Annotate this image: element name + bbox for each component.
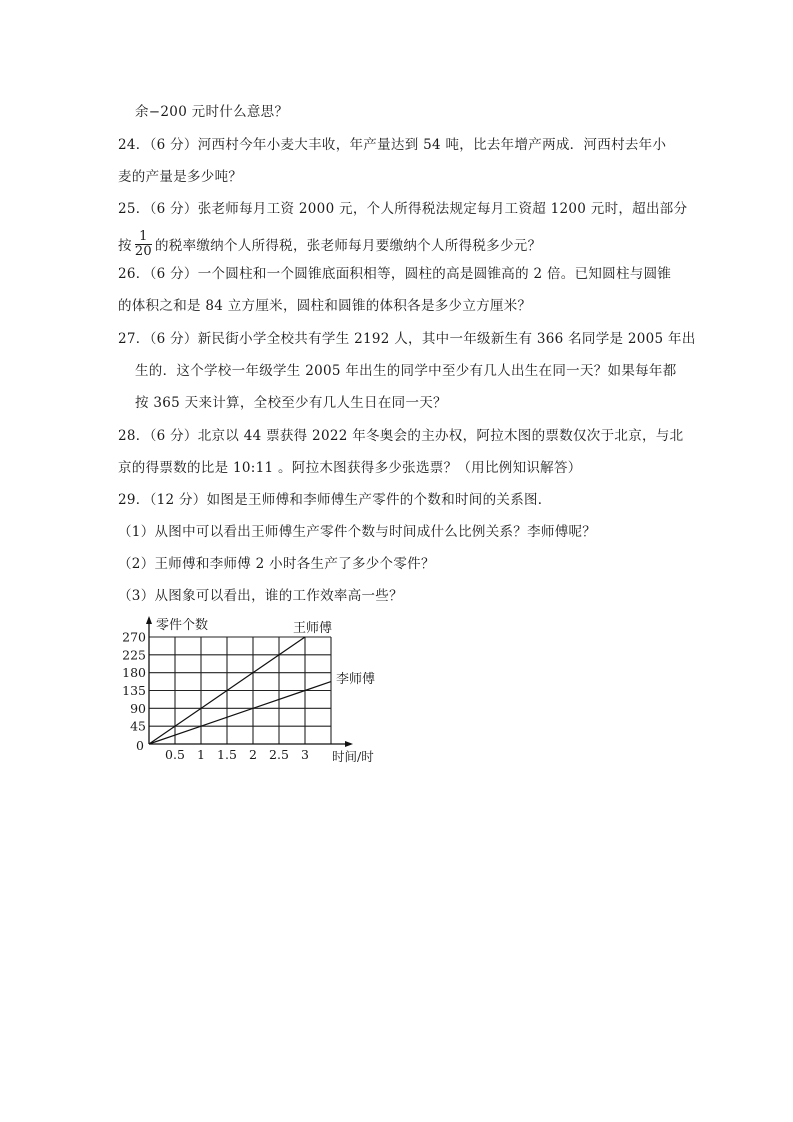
y-axis-arrow-icon (146, 616, 152, 624)
y-tick-label: 45 (130, 718, 146, 734)
x-tick-label: 1.5 (217, 747, 237, 762)
y-tick-label: 180 (122, 665, 146, 681)
fraction-denominator: 20 (134, 244, 152, 259)
x-axis-title: 时间/时 (332, 749, 374, 764)
text-line-q25-l1: 25．（6 分）张老师每月工资 2000 元，个人所得税法规定每月工资超 1200 元时，超出部分 (118, 201, 688, 217)
y-tick-label: 135 (122, 683, 146, 698)
y-axis-title: 零件个数 (156, 618, 209, 633)
x-tick-label: 0.5 (165, 747, 185, 762)
text-line-q27-l1: 27．（6 分）新民街小学全校共有学生 2192 人，其中一年级新生有 366 名同学是 2005 年出 (118, 331, 696, 347)
text-line-q26-l2: 的体积之和是 84 立方厘米，圆柱和圆锥的体积各是多少立方厘米？ (118, 298, 532, 314)
production-chart (108, 610, 398, 770)
y-tick-label: 225 (122, 647, 146, 663)
text-line-q28-l2: 京的得票数的比是 10:11 。阿拉木图获得多少张选票？（用比例知识解答） (118, 460, 582, 476)
text-line-q28-l1: 28．（6 分）北京以 44 票获得 2022 年冬奥会的主办权，阿拉木图的票数仅次于北京，与北 (118, 428, 684, 444)
text-line-q27-l2: 生的．这个学校一年级学生 2005 年出生的同学中至少有几人出生在同一天？如果每年都 (135, 363, 677, 379)
origin-label: 0 (136, 738, 144, 753)
text-line-q24-l2: 麦的产量是多少吨？ (118, 169, 243, 185)
text-line-q29-l1: 29．（12 分）如图是王师傅和李师傅生产零件的个数和时间的关系图． (118, 492, 552, 508)
text-line-q29-s2: （2）王师傅和李师傅 2 小时各生产了多少个零件？ (118, 556, 435, 572)
text-line-q26-l1: 26．（6 分）一个圆柱和一个圆锥底面积相等，圆柱的高是圆锥高的 2 倍。已知圆柱与圆锥 (118, 266, 672, 282)
series-label-li: 李师傅 (336, 672, 376, 687)
text-line-q29-s1: （1）从图中可以看出王师傅生产零件个数与时间成什么比例关系？李师傅呢？ (118, 524, 597, 540)
text-line-q29-s3: （3）从图象可以看出，谁的工作效率高一些？ (118, 588, 403, 604)
tax-rate-fraction (135, 230, 152, 259)
y-tick-label: 270 (122, 629, 146, 645)
fraction-numerator: 1 (135, 230, 152, 245)
text-line-q24-l1: 24．（6 分）河西村今年小麦大丰收，年产量达到 54 吨，比去年增产两成．河西村去年小 (118, 137, 667, 153)
text-line-q23-cont: 余−200 元时什么意思？ (135, 104, 289, 120)
q25-prefix: 按 (118, 238, 132, 254)
x-axis-arrow-icon (345, 741, 353, 747)
q25-line-2 (118, 229, 678, 261)
x-tick-label: 2 (249, 747, 257, 762)
y-tick-label: 90 (130, 700, 146, 716)
x-tick-label: 2.5 (269, 747, 289, 762)
q25-suffix: 的税率缴纳个人所得税，张老师每月要缴纳个人所得税多少元？ (154, 238, 542, 254)
x-tick-label: 3 (301, 747, 309, 762)
x-tick-label: 1 (197, 747, 205, 762)
series-label-wang: 王师傅 (293, 621, 333, 636)
text-line-q27-l3: 按 365 天来计算，全校至少有几人生日在同一天？ (135, 395, 447, 411)
